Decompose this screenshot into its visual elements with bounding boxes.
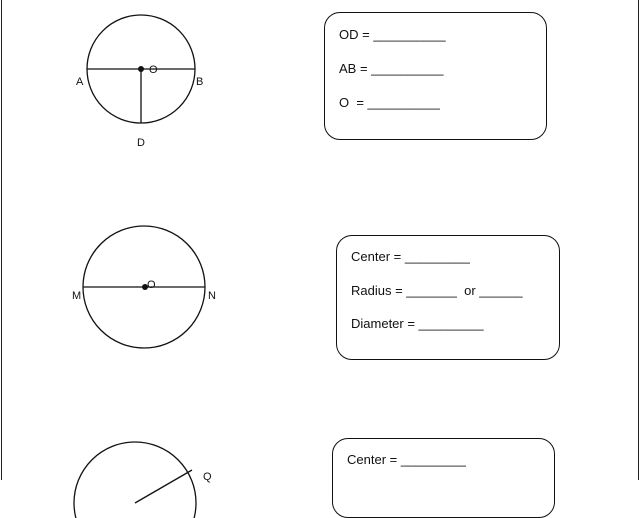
answer-o[interactable]: O = __________ (339, 95, 440, 110)
point-label-d: D (137, 137, 145, 149)
center-label-o-2: O (147, 279, 156, 291)
answer-box-3 (332, 438, 555, 518)
answer-od[interactable]: OD = __________ (339, 27, 446, 42)
point-label-m: M (72, 290, 82, 302)
center-label-o: O (149, 64, 158, 76)
radius-q (135, 470, 192, 503)
point-label-b: B (196, 76, 204, 88)
point-label-q: Q (203, 471, 212, 483)
answer-center-3[interactable]: Center = _________ (347, 452, 466, 467)
answer-radius[interactable]: Radius = _______ or ______ (351, 283, 523, 298)
point-label-n: N (208, 290, 216, 302)
point-label-a: A (76, 76, 84, 88)
answer-center[interactable]: Center = _________ (351, 249, 470, 264)
circle-3 (74, 442, 196, 518)
answer-diameter[interactable]: Diameter = _________ (351, 316, 484, 331)
answer-ab[interactable]: AB = __________ (339, 61, 444, 76)
